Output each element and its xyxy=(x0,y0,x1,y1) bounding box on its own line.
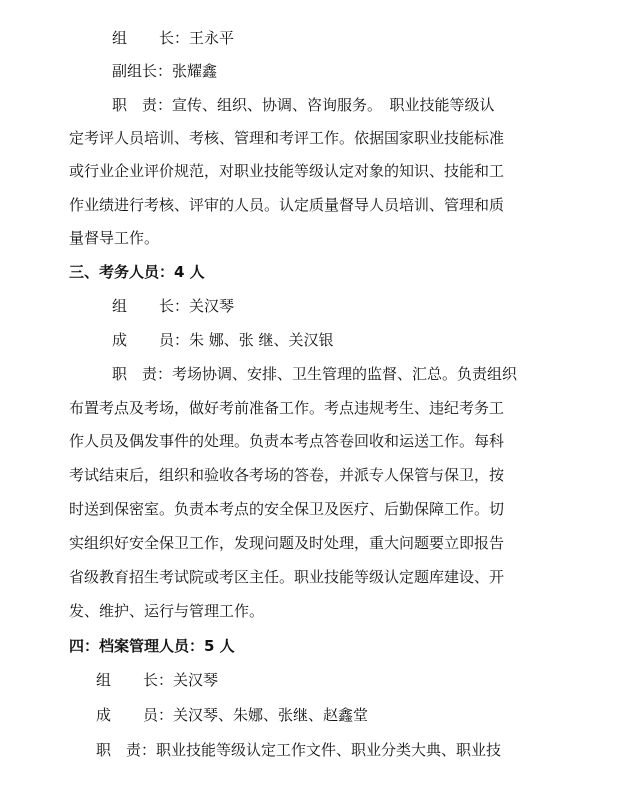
sec3-duty-line-8: 发、维护、运行与管理工作。 xyxy=(69,602,265,620)
sec2-duty-line-3: 或行业企业评价规范，对职业技能等级认定对象的知识、技能和工 xyxy=(69,162,505,180)
sec4-members-label xyxy=(96,705,158,725)
sec3-members-names: 朱 娜、张 继、关汉银 xyxy=(189,331,334,349)
sec2-leader-label xyxy=(112,28,174,48)
sec3-heading: 三、考务人员：4 人 xyxy=(69,263,205,281)
sec2-deputy-label: 副组长 xyxy=(112,62,158,80)
label-char: 员 xyxy=(158,331,174,349)
sec3-members-label xyxy=(112,330,174,350)
sec4-leader-label xyxy=(96,670,158,690)
sec3-duty-line-6: 实组织好安全保卫工作，发现问题及时处理，重大问题要立即报告 xyxy=(69,534,505,552)
label-char: 成 xyxy=(96,706,112,724)
sec3-duty-line-1: 职 责：考场协调、安排、卫生管理的监督、汇总。负责组织 xyxy=(112,365,518,383)
sec2-duty-line-2: 定考评人员培训、考核、管理和考评工作。依据国家职业技能标准 xyxy=(69,129,505,147)
label-separator: ： xyxy=(158,706,174,724)
sec2-deputy-row xyxy=(112,61,217,81)
sec2-duty-line-4: 作业绩进行考核、评审的人员。认定质量督导人员培训、管理和质 xyxy=(69,196,505,214)
sec4-heading: 四：档案管理人员：5 人 xyxy=(69,637,235,655)
sec2-duty-line-5: 量督导工作。 xyxy=(69,229,160,247)
label-char: 员 xyxy=(142,706,158,724)
sec4-duty-line-1: 职 责：职业技能等级认定工作文件、职业分类大典、职业技 xyxy=(96,741,502,759)
label-separator: ： xyxy=(174,29,190,47)
sec3-duty-line-5: 时送到保密室。负责本考点的安全保卫及医疗、后勤保障工作。切 xyxy=(69,500,505,518)
sec2-duty-line-1: 职 责：宣传、组织、协调、咨询服务。 职业技能等级认 xyxy=(112,96,495,114)
sec3-duty-line-7: 省级教育招生考试院或考区主任。职业技能等级认定题库建设、开 xyxy=(69,568,505,586)
sec3-duty-line-4: 考试结束后，组织和验收各考场的答卷，并派专人保管与保卫，按 xyxy=(69,466,505,484)
label-char: 组 xyxy=(96,671,112,689)
sec2-leader-name: 王永平 xyxy=(189,29,235,47)
sec3-leader-name: 关汉琴 xyxy=(189,297,235,315)
sec3-duty-line-3: 作人员及偶发事件的处理。负责本考点答卷回收和运送工作。每科 xyxy=(69,432,505,450)
sec3-leader-row xyxy=(112,296,234,316)
sec4-members-names: 关汉琴、朱娜、张继、赵鑫堂 xyxy=(173,706,369,724)
label-char: 组 xyxy=(112,297,128,315)
label-char: 组 xyxy=(112,29,128,47)
label-separator: ： xyxy=(174,297,190,315)
label-char: 长 xyxy=(158,29,174,47)
label-char: 长 xyxy=(158,297,174,315)
sec2-deputy-name: 张耀鑫 xyxy=(172,62,218,80)
sec3-duty-line-2: 布置考点及考场，做好考前准备工作。考点违规考生、违纪考务工 xyxy=(69,399,505,417)
label-separator: ： xyxy=(158,671,174,689)
label-separator: ： xyxy=(174,331,190,349)
sec4-leader-name: 关汉琴 xyxy=(173,671,219,689)
sec2-leader-row xyxy=(112,28,234,48)
sec3-leader-label xyxy=(112,296,174,316)
label-char: 长 xyxy=(142,671,158,689)
label-char: 成 xyxy=(112,331,128,349)
sec4-members-row xyxy=(96,705,368,725)
sec3-members-row xyxy=(112,330,334,350)
label-separator: ： xyxy=(157,62,173,80)
sec4-leader-row xyxy=(96,670,218,690)
